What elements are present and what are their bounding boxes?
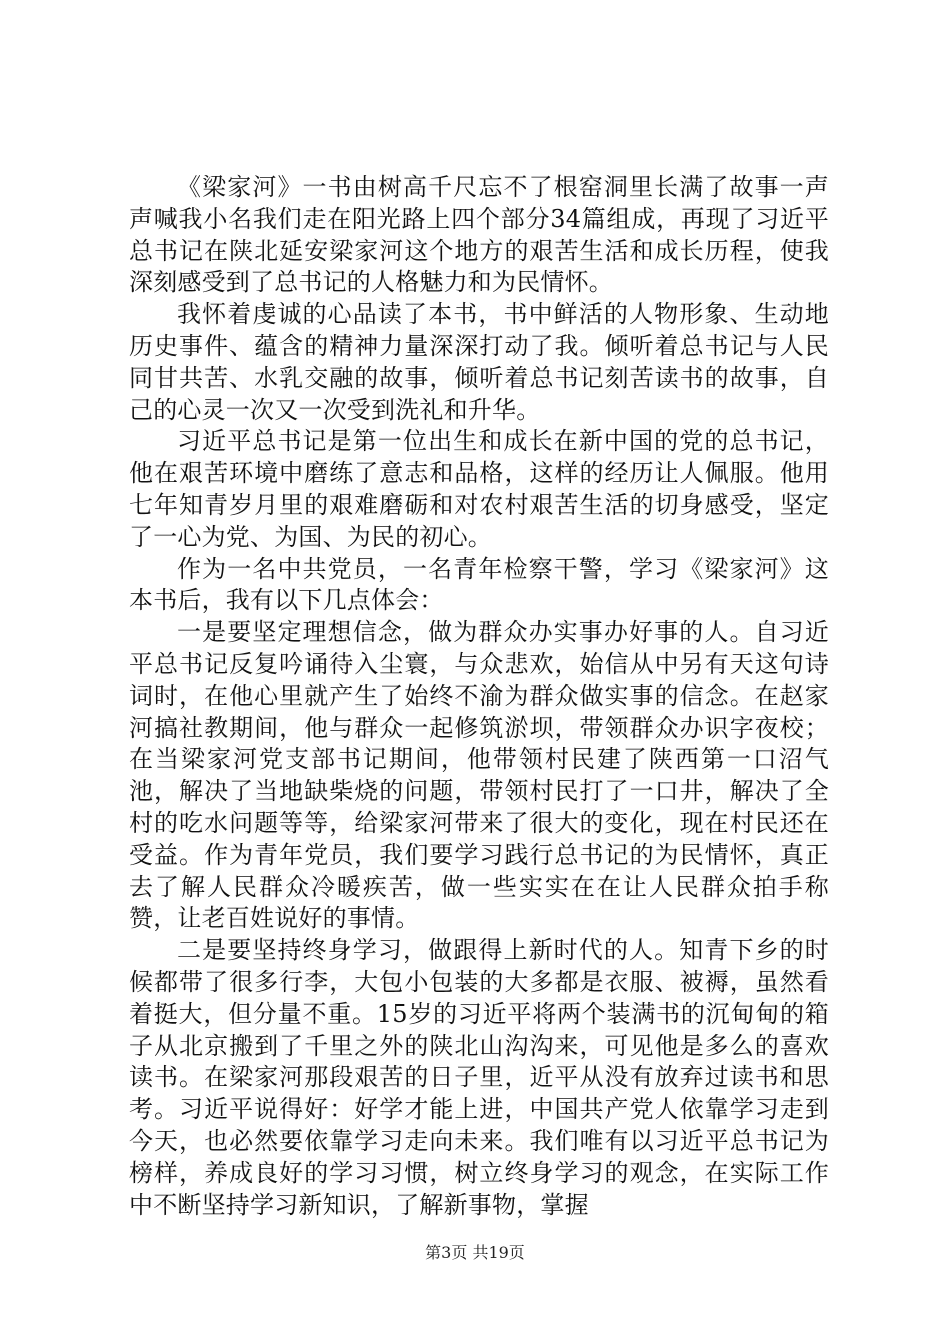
paragraph-6: 二是要坚持终身学习，做跟得上新时代的人。知青下乡的时候都带了很多行李，大包小包装的大多都是衣服、被褥，虽然看着挺大，但分量不重。15岁的习近平将两个装满书的沉甸甸的箱子从北京搬到了千里之外的陕北山沟沟来，可见他是多么的喜欢读书。在梁家河那段艰苦的日子里，近平从没有放弃过读书和思考。习近平说得好：好学才能上进，中国共产党人依靠学习走到今天，也必然要依靠学习走向未来。我们唯有以习近平总书记为榜样，养成良好的学习习惯，树立终身学习的观念，在实际工作中不断坚持学习新知识，了解新事物，掌握 — [129, 936, 829, 1219]
page-footer — [0, 1243, 950, 1263]
paragraph-2: 我怀着虔诚的心品读了本书，书中鲜活的人物形象、生动地历史事件、蕴含的精神力量深深打动了我。倾听着总书记与人民同甘共苦、水乳交融的故事，倾听着总书记刻苦读书的故事，自己的心灵一次又一次受到洗礼和升华。 — [129, 300, 829, 424]
paragraph-1: 《梁家河》一书由树高千尺忘不了根窑洞里长满了故事一声声喊我小名我们走在阳光路上四个部分34篇组成，再现了习近平总书记在陕北延安梁家河这个地方的艰苦生活和成长历程，使我深刻感受到了总书记的人格魅力和为民情怀。 — [129, 173, 829, 297]
paragraph-3: 习近平总书记是第一位出生和成长在新中国的党的总书记，他在艰苦环境中磨练了意志和品格，这样的经历让人佩服。他用七年知青岁月里的艰难磨砺和对农村艰苦生活的切身感受，坚定了一心为党、为国、为民的初心。 — [129, 427, 829, 551]
document-body — [129, 172, 829, 1221]
paragraph-5: 一是要坚定理想信念，做为群众办实事办好事的人。自习近平总书记反复吟诵待入尘寰，与众悲欢，始信从中另有天这句诗词时，在他心里就产生了始终不渝为群众做实事的信念。在赵家河搞社教期间，他与群众一起修筑淤坝，带领群众办识字夜校；在当梁家河党支部书记期间，他带领村民建了陕西第一口沼气池，解决了当地缺柴烧的问题，带领村民打了一口井，解决了全村的吃水问题等等，给梁家河带来了很大的变化，现在村民还在受益。作为青年党员，我们要学习践行总书记的为民情怀，真正去了解人民群众冷暖疾苦，做一些实实在在让人民群众拍手称赞，让老百姓说好的事情。 — [129, 618, 829, 933]
paragraph-4: 作为一名中共党员，一名青年检察干警，学习《梁家河》这本书后，我有以下几点体会： — [129, 554, 829, 615]
page-number: 第3页 共19页 — [425, 1243, 525, 1262]
